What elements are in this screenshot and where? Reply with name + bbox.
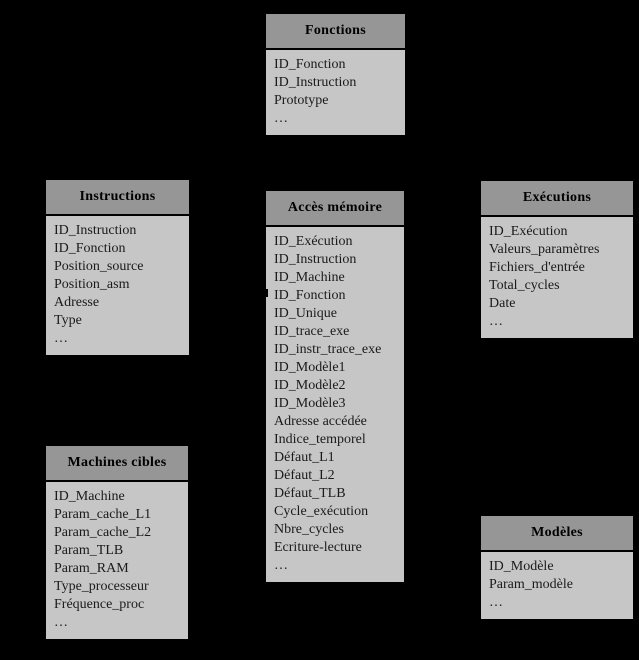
field-row: Param_TLB (54, 543, 124, 558)
field-row: ID_Modèle3 (274, 396, 346, 411)
field-row: Type (54, 313, 82, 328)
connector-stub (261, 289, 268, 297)
field-row: Défaut_L2 (274, 468, 335, 483)
field-row: Prototype (274, 93, 329, 108)
field-row: Param_cache_L2 (54, 525, 152, 540)
table-fonctions-title: Fonctions (266, 14, 405, 50)
field-row: Param_RAM (54, 561, 129, 576)
table-modeles-fields (481, 552, 633, 619)
table-modeles (479, 514, 635, 621)
table-fonctions-fields (266, 50, 405, 135)
field-row: ID_instr_trace_exe (274, 342, 382, 357)
table-executions (479, 179, 635, 340)
field-row: ID_Modèle (489, 559, 554, 574)
field-row: Date (489, 296, 516, 311)
field-row: Ecriture-lecture (274, 540, 362, 555)
field-row: Défaut_L1 (274, 450, 335, 465)
field-row-ellipsis: … (54, 615, 71, 630)
table-executions-fields (481, 217, 633, 338)
table-executions-title: Exécutions (481, 181, 633, 217)
field-row: Adresse (54, 295, 100, 310)
table-instructions (44, 178, 191, 357)
field-row: ID_Fonction (274, 288, 346, 303)
table-modeles-title: Modèles (481, 516, 633, 552)
field-row: Param_modèle (489, 577, 573, 592)
field-row: Position_source (54, 259, 144, 274)
field-row: Fréquence_proc (54, 597, 145, 612)
field-row: ID_Instruction (274, 75, 357, 90)
field-row: Nbre_cycles (274, 522, 344, 537)
field-row: Position_asm (54, 277, 130, 292)
table-acces-memoire-title: Accès mémoire (266, 191, 404, 227)
table-machines-cibles (44, 444, 190, 641)
field-row: ID_Modèle2 (274, 378, 346, 393)
field-row: Param_cache_L1 (54, 507, 152, 522)
field-row: Défaut_TLB (274, 486, 346, 501)
field-row-ellipsis: … (54, 331, 71, 346)
field-row: ID_Exécution (489, 224, 568, 239)
field-row: Adresse accédée (274, 414, 367, 429)
field-row: ID_Fonction (54, 241, 126, 256)
field-row: ID_Modèle1 (274, 360, 346, 375)
table-acces-memoire-fields (266, 227, 404, 582)
field-row: Fichiers_d'entrée (489, 260, 585, 275)
table-instructions-fields (46, 216, 189, 355)
field-row: ID_Unique (274, 306, 337, 321)
field-row: Type_processeur (54, 579, 149, 594)
field-row-ellipsis: … (489, 314, 506, 329)
field-row: ID_Instruction (274, 252, 357, 267)
field-row: Cycle_exécution (274, 504, 369, 519)
field-row: ID_Instruction (54, 223, 137, 238)
field-row-ellipsis: … (274, 111, 291, 126)
field-row: ID_Fonction (274, 57, 346, 72)
field-row: ID_trace_exe (274, 324, 350, 339)
table-machines-cibles-fields (46, 482, 188, 639)
field-row: Total_cycles (489, 278, 560, 293)
field-row: ID_Machine (54, 489, 125, 504)
field-row: ID_Exécution (274, 234, 353, 249)
field-row: Valeurs_paramètres (489, 242, 600, 257)
table-machines-cibles-title: Machines cibles (46, 446, 188, 482)
field-row: Indice_temporel (274, 432, 366, 447)
table-fonctions (264, 12, 407, 137)
field-row: ID_Machine (274, 270, 345, 285)
field-row-ellipsis: … (489, 595, 506, 610)
table-instructions-title: Instructions (46, 180, 189, 216)
table-acces-memoire (264, 189, 406, 584)
field-row-ellipsis: … (274, 558, 291, 573)
